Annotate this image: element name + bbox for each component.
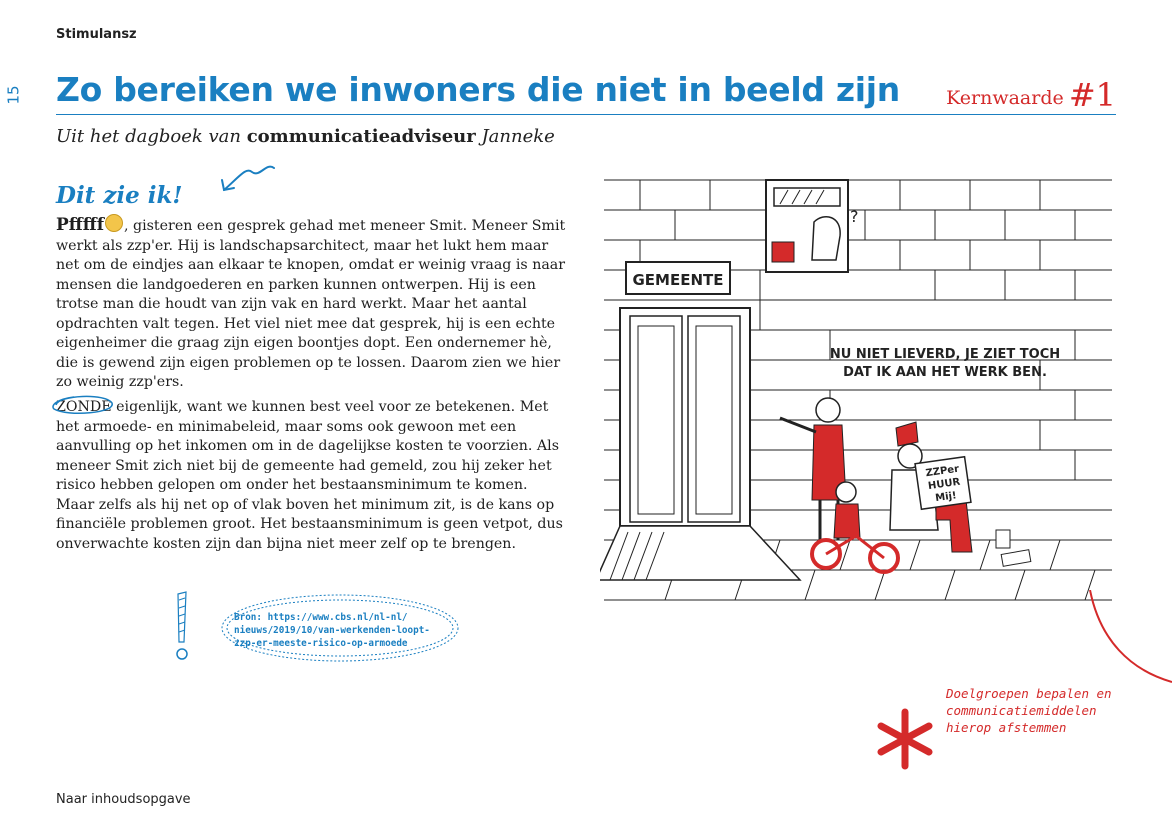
paragraph-2	[56, 398, 568, 554]
kernwaarde-badge	[946, 76, 1116, 114]
note-line-1: Doelgroepen bepalen en	[946, 686, 1112, 701]
paragraph-1-lead: Pfffff	[56, 215, 105, 235]
asterisk-icon	[873, 708, 937, 770]
rolling-eyes-emoji-icon	[105, 214, 123, 232]
source-line-2: nieuws/2019/10/van-werkenden-loopt-	[234, 625, 430, 636]
collection-cup-icon	[996, 530, 1031, 566]
title-divider	[56, 114, 1116, 115]
sign-line-1: ZZPer	[925, 463, 960, 480]
source-reference	[234, 611, 430, 650]
speech-line-1: NU NIET LIEVERD, JE ZIET TOCH	[829, 347, 1061, 362]
circle-scribble-icon	[48, 391, 118, 421]
page-title: Zo bereiken we inwoners die niet in beeld zijn	[56, 70, 900, 109]
paragraph-2-lead: ZONDE	[56, 399, 112, 415]
zonde-highlight	[56, 398, 112, 418]
paragraph-2-text: eigenlijk, want we kunnen best veel voor ze betekenen. Met het armoede- en minimabeleid, maar soms ook gewoon met een aanvulling op het inkomen om in de dagelijkse kosten te voorzien. Als meneer Smit zich niet bij de gemeente had gemeld, zou hij zeker het risico hebben gelopen om onder het bestaansminimum te komen. Maar zelfs als hij net op of vlak boven het minimum zit, is de kans op financiële problemen groot. Het bestaansminimum is geen vetpot, dus onverwachte kosten zijn dan bijna niet meer zelf op te brengen.	[56, 399, 563, 552]
paragraph-1-text: , gisteren een gesprek gehad met meneer Smit. Meneer Smit werkt als zzp'er. Hij is landschapsarchitect, maar het lukt hem maar net om de eindjes aan elkaar te knopen, omdat er weinig vraag is naar mensen die landgoederen en parken kunnen ontwerpen. Hij is een trotse man die houdt van zijn vak en hard werkt. Maar het aantal opdrachten valt tegen. Het viel niet mee dat gesprek, hij is een echte eigenheimer die graag zijn eigen boontjes dopt. Een ondernemer hè, die is gewend zijn eigen problemen op te lossen. Daarom zien we hier zo weinig zzp'ers.	[56, 218, 566, 390]
gemeente-sign-board	[626, 262, 730, 294]
sign-line-2: HUUR	[927, 476, 961, 493]
page-number: 15	[4, 85, 23, 105]
kernwaarde-number: #1	[1068, 76, 1116, 114]
side-note	[946, 685, 1112, 736]
gemeente-sign: GEMEENTE	[632, 271, 724, 289]
source-line-3: zzp-er-meeste-risico-op-armoede	[234, 638, 408, 649]
kernwaarde-label: Kernwaarde	[946, 87, 1064, 109]
speech-line-2: DAT IK AAN HET WERK BEN.	[843, 365, 1047, 380]
subtitle-role: communicatieadviseur	[246, 126, 476, 147]
note-line-3: hierop afstemmen	[946, 720, 1067, 735]
window	[766, 180, 848, 272]
cartoon-illustration	[600, 160, 1120, 630]
sign-line-3: Mij!	[934, 490, 958, 505]
paragraph-1	[56, 214, 568, 393]
section-heading: Dit zie ik!	[56, 182, 183, 209]
zzp-man	[890, 422, 972, 552]
toc-link[interactable]: Naar inhoudsopgave	[56, 792, 191, 807]
subtitle-name: Janneke	[475, 126, 555, 147]
note-line-2: communicatiemiddelen	[946, 703, 1097, 718]
question-mark: ?	[850, 207, 859, 226]
doodle-arrow-icon	[216, 160, 278, 200]
building-door	[600, 308, 800, 580]
source-line-1: Bron: https://www.cbs.nl/nl-nl/	[234, 612, 408, 623]
subtitle-prefix: Uit het dagboek van	[56, 126, 247, 147]
subtitle	[56, 126, 555, 147]
decorative-red-curve	[1060, 590, 1172, 690]
brand-label: Stimulansz	[56, 27, 137, 42]
